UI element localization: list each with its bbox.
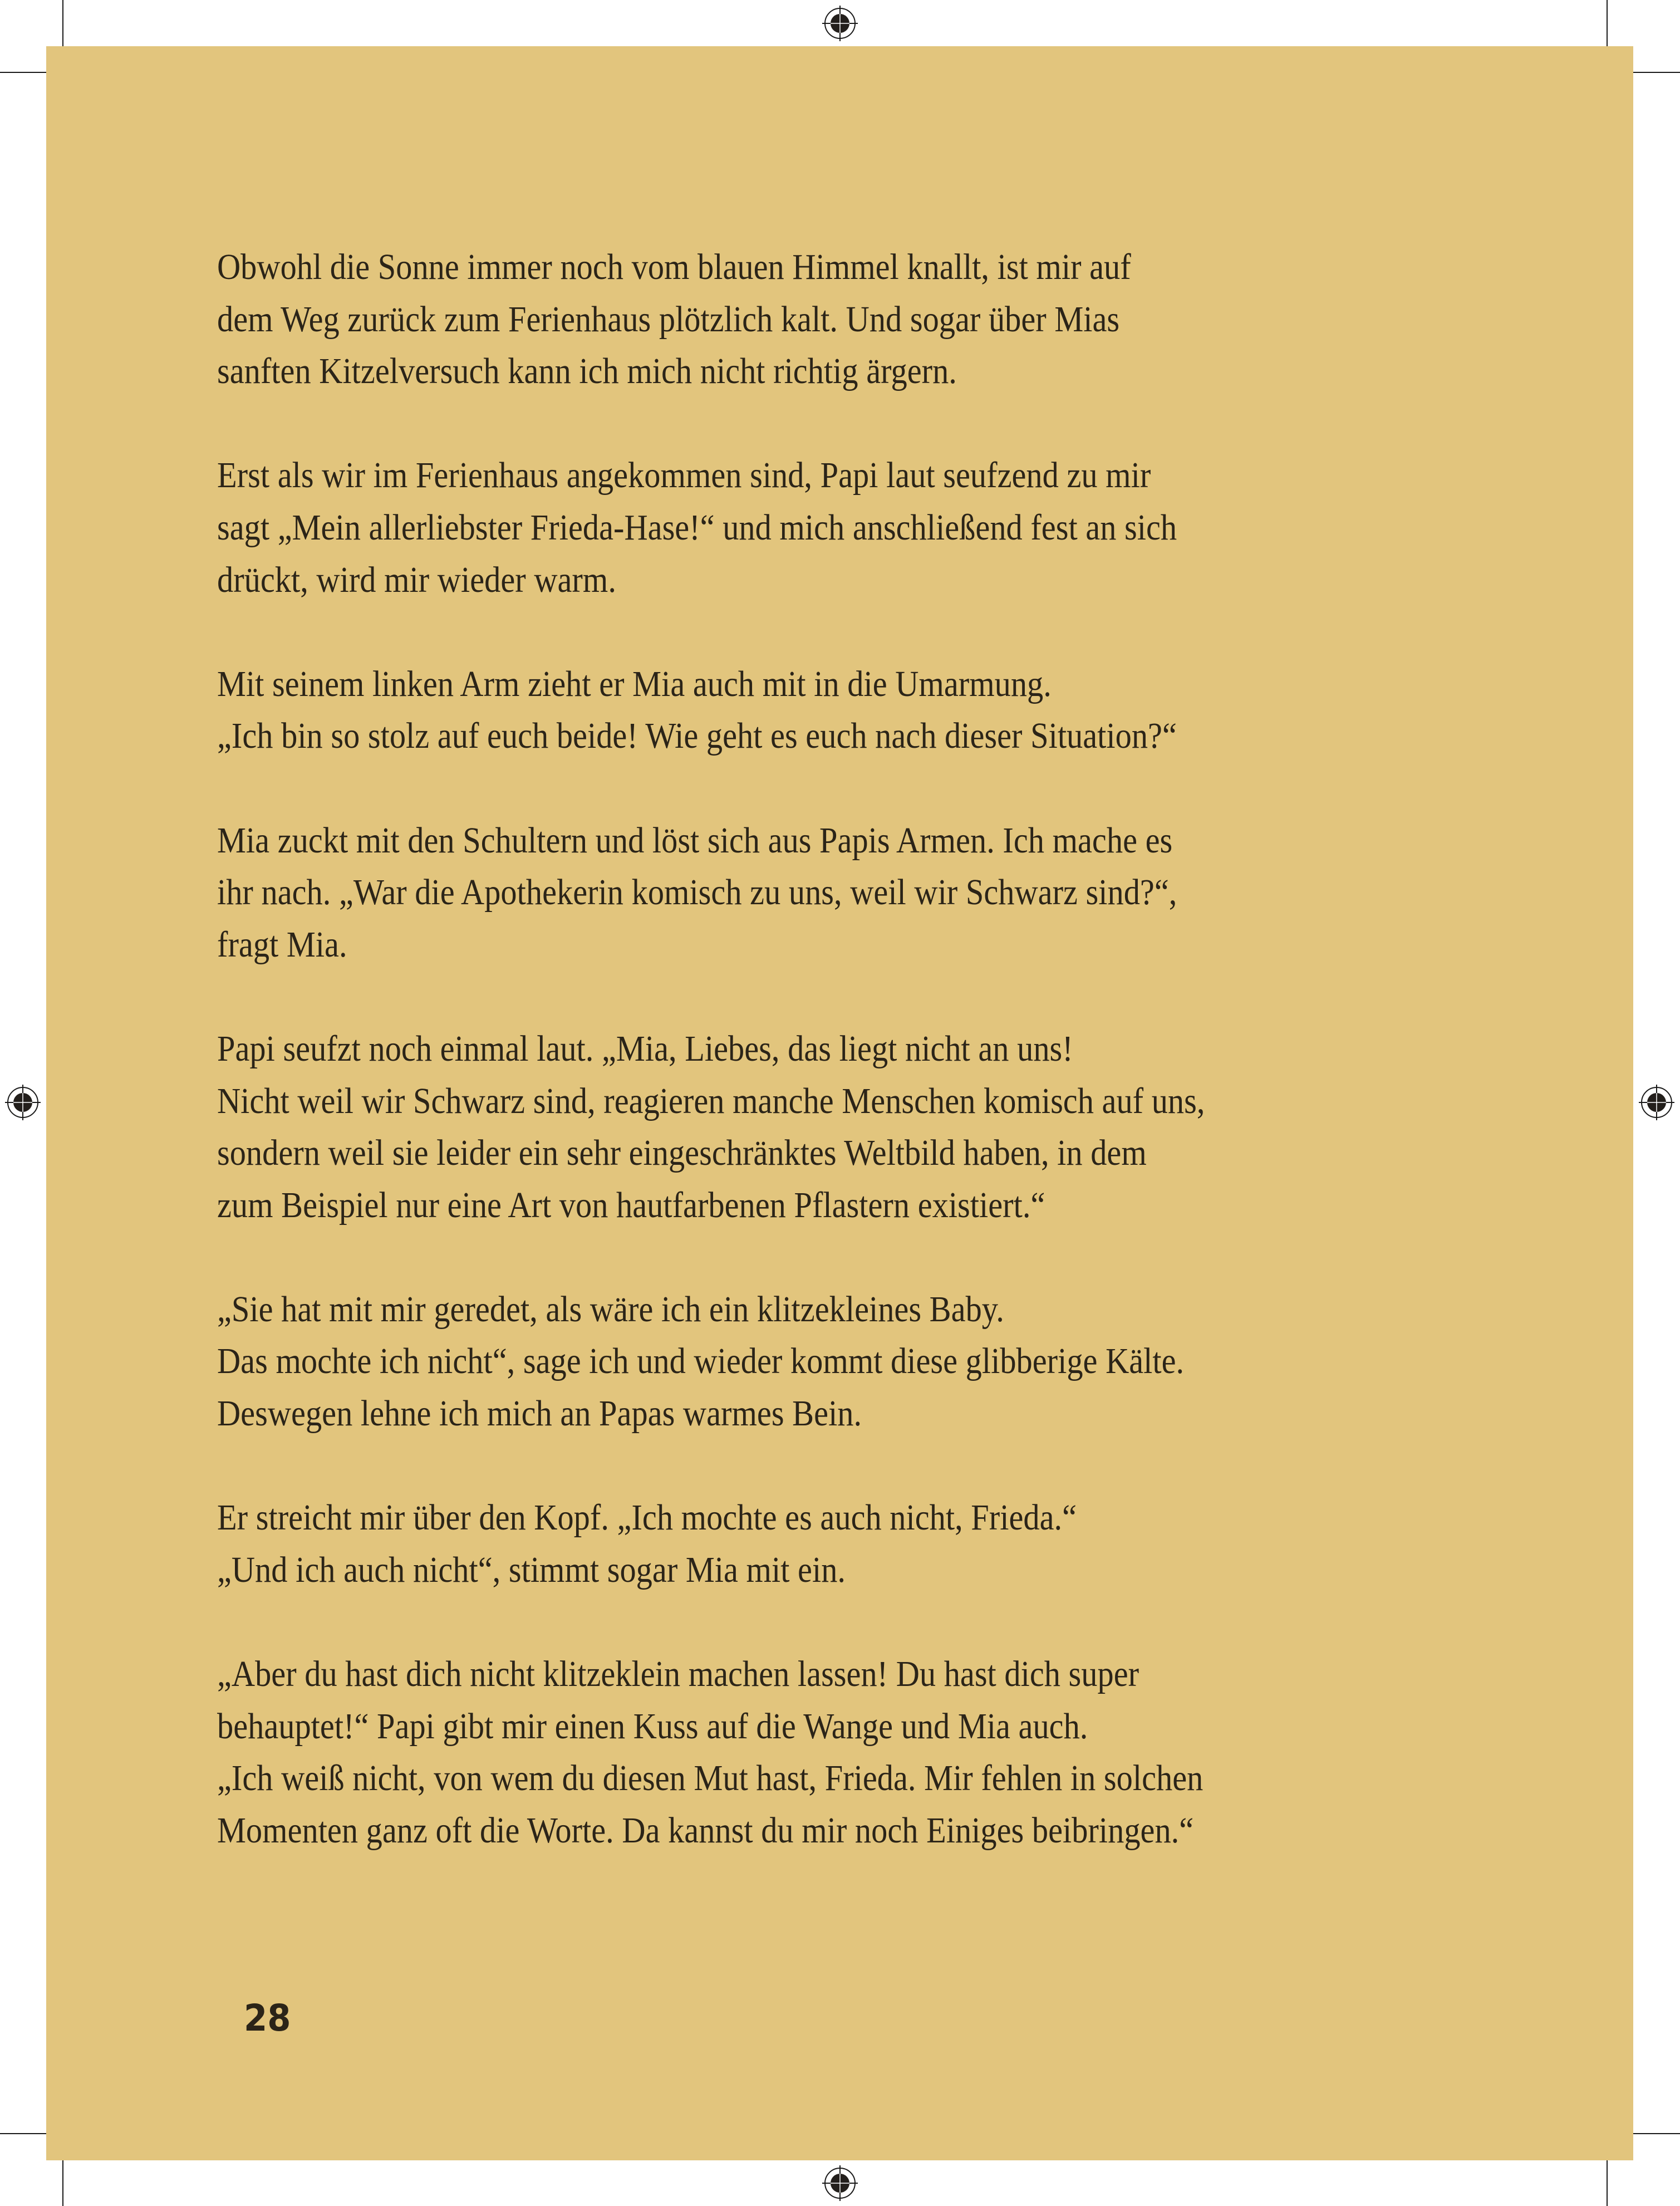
text-line: „Und ich auch nicht“, stimmt sogar Mia mit ein. [217,1549,846,1590]
text-line: Nicht weil wir Schwarz sind, reagieren manche Menschen komisch auf uns, [217,1080,1205,1121]
crop-mark-bottom-right-horizontal [1633,2133,1680,2134]
text-line: Das mochte ich nicht“, sage ich und wieder kommt diese glibberige Kälte. [217,1341,1185,1382]
text-line: Mit seinem linken Arm zieht er Mia auch mit in die Umarmung. [217,663,1052,704]
registration-target-icon-top [822,6,858,41]
text-line: Momenten ganz oft die Worte. Da kannst du mir noch Einiges beibringen.“ [217,1810,1194,1851]
text-line: „Aber du hast dich nicht klitzeklein machen lassen! Du hast dich super [217,1654,1139,1695]
text-line: zum Beispiel nur eine Art von hautfarbenen Pflastern existiert.“ [217,1184,1045,1225]
paragraph [217,1023,1498,1231]
text-line: ihr nach. „War die Apothekerin komisch zu uns, weil wir Schwarz sind?“, [217,872,1177,913]
text-line: Papi seufzt noch einmal laut. „Mia, Liebes, das liegt nicht an uns! [217,1028,1073,1069]
crop-mark-bottom-left-horizontal [0,2133,46,2134]
text-line: behauptet!“ Papi gibt mir einen Kuss auf die Wange und Mia auch. [217,1705,1088,1747]
text-line: sagt „Mein allerliebster Frieda-Hase!“ und mich anschließend fest an sich [217,507,1177,548]
registration-target-icon-right [1639,1085,1674,1120]
text-line: Deswegen lehne ich mich an Papas warmes Bein. [217,1393,862,1434]
text-line: Mia zuckt mit den Schultern und löst sich aus Papis Armen. Ich mache es [217,820,1173,861]
crop-mark-top-right-horizontal [1633,72,1680,73]
paragraph [217,815,1498,971]
paragraph [217,1648,1498,1856]
text-line: sondern weil sie leider ein sehr eingeschränktes Weltbild haben, in dem [217,1133,1147,1174]
text-line: „Ich bin so stolz auf euch beide! Wie geht es euch nach dieser Situation?“ [217,715,1177,757]
text-line: „Ich weiß nicht, von wem du diesen Mut hast, Frieda. Mir fehlen in solchen [217,1758,1203,1799]
page-number: 28 [244,1997,291,2040]
text-line: dem Weg zurück zum Ferienhaus plötzlich kalt. Und sogar über Mias [217,298,1120,340]
text-line: drückt, wird mir wieder warm. [217,559,616,600]
paragraph [217,241,1498,398]
crop-mark-bottom-right-vertical [1607,2160,1608,2206]
text-line: sanften Kitzelversuch kann ich mich nicht richtig ärgern. [217,351,957,392]
crop-mark-top-right-vertical [1607,0,1608,46]
text-line: Erst als wir im Ferienhaus angekommen sind, Papi laut seufzend zu mir [217,455,1151,496]
text-line: Obwohl die Sonne immer noch vom blauen Himmel knallt, ist mir auf [217,247,1131,287]
text-line: Er streicht mir über den Kopf. „Ich mochte es auch nicht, Frieda.“ [217,1497,1077,1538]
paragraph [217,449,1498,606]
crop-mark-top-left-horizontal [0,72,46,73]
paragraph [217,658,1498,762]
paragraph [217,1283,1498,1440]
crop-mark-top-left-vertical [62,0,63,46]
text-line: fragt Mia. [217,924,347,965]
crop-mark-bottom-left-vertical [62,2160,63,2206]
body-text [217,241,1498,1856]
text-line: „Sie hat mit mir geredet, als wäre ich ein klitzekleines Baby. [217,1288,1004,1330]
registration-target-icon-left [5,1085,41,1120]
paragraph [217,1492,1498,1596]
registration-target-icon-bottom [822,2165,858,2201]
